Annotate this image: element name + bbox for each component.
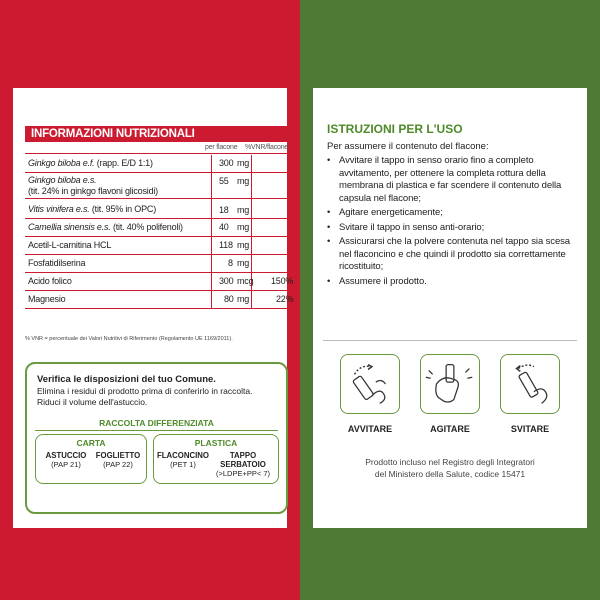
disposal-title: Verifica le disposizioni del tuo Comune.	[37, 374, 216, 385]
table-row: Vitis vinifera e.s. (tit. 95% in OPC) 18 mg	[25, 199, 290, 219]
list-item: • Avvitare il tappo in senso orario fino a completo avvitamento, per ottenere la completa rottura della membrana di plastica e far scendere il contenuto della capsula nel flacone;	[327, 155, 583, 205]
table-row: Ginkgo biloba e.f. (rapp. E/D 1:1) 300 mg	[25, 155, 290, 173]
table-row: Magnesio 80 mg 22%	[25, 291, 290, 309]
carta-box	[35, 434, 147, 484]
nutrition-table	[25, 155, 294, 309]
registry-note: Prodotto incluso nel Registro degli Integratori del Ministero della Salute, codice 15471	[365, 457, 535, 479]
instructions-panel	[313, 88, 587, 528]
instructions-intro: Per assumere il contenuto del flacone:	[327, 141, 489, 152]
plastica-item-tappo: TAPPO SERBATOIO (>LDPE+PP< 7)	[216, 451, 270, 478]
vnr-footnote: % VNR = percentuale dei Valori Nutritivi di Riferimento (Regolamento UE 1169/2011).	[25, 336, 233, 342]
step-label-avvitare: AVVITARE	[347, 424, 393, 434]
plastica-title: PLASTICA	[194, 438, 238, 448]
col-vnr: %VNR/flacone	[245, 144, 289, 151]
table-top-rule	[25, 153, 290, 154]
instructions-title: ISTRUZIONI PER L'USO	[327, 122, 463, 136]
raccolta-title: RACCOLTA DIFFERENZIATA	[99, 418, 214, 428]
list-item: • Svitare il tappo in senso anti-orario;	[327, 222, 583, 235]
table-row: Acetil-L-carnitina HCL 118 mg	[25, 237, 290, 255]
instructions-list	[327, 155, 583, 290]
table-row: Fosfatidilserina 8 mg	[25, 255, 290, 273]
section-divider	[323, 340, 577, 341]
step-label-svitare: SVITARE	[510, 424, 550, 434]
screw-on-icon	[340, 354, 400, 414]
shake-icon	[420, 354, 480, 414]
table-row: Acido folico 300 mcg 150%	[25, 273, 290, 291]
table-row: Ginkgo biloba e.s. (tit. 24% in ginkgo flavoni glicosidi) 55 mg	[25, 173, 290, 199]
carta-item-astuccio: ASTUCCIO (PAP 21)	[45, 451, 87, 469]
table-row: Camellia sinensis e.s. (tit. 40% polifenoli) 40 mg	[25, 219, 290, 237]
col-per-flacone: per flacone	[205, 144, 238, 151]
disposal-text: Elimina i residui di prodotto prima di conferirlo in raccolta. Riduci il volume dell'astuccio.	[37, 386, 253, 407]
list-item: • Assumere il prodotto.	[327, 276, 583, 289]
disposal-box	[25, 362, 288, 514]
list-item: • Assicurarsi che la polvere contenuta nel tappo sia scesa nel flaconcino e che quindi il prodotto sia correttamente ricostituito;	[327, 236, 583, 274]
nutrition-panel	[13, 88, 294, 528]
plastica-item-flaconcino: FLACONCINO (PET 1)	[157, 451, 209, 469]
raccolta-rule	[35, 430, 278, 431]
unscrew-icon	[500, 354, 560, 414]
step-label-agitare: AGITARE	[430, 424, 470, 434]
plastica-box	[153, 434, 279, 484]
carta-item-foglietto: FOGLIETTO (PAP 22)	[95, 451, 141, 469]
carta-title: CARTA	[76, 438, 106, 448]
nutrition-title: INFORMAZIONI NUTRIZIONALI	[25, 126, 290, 142]
list-item: • Agitare energeticamente;	[327, 207, 583, 220]
